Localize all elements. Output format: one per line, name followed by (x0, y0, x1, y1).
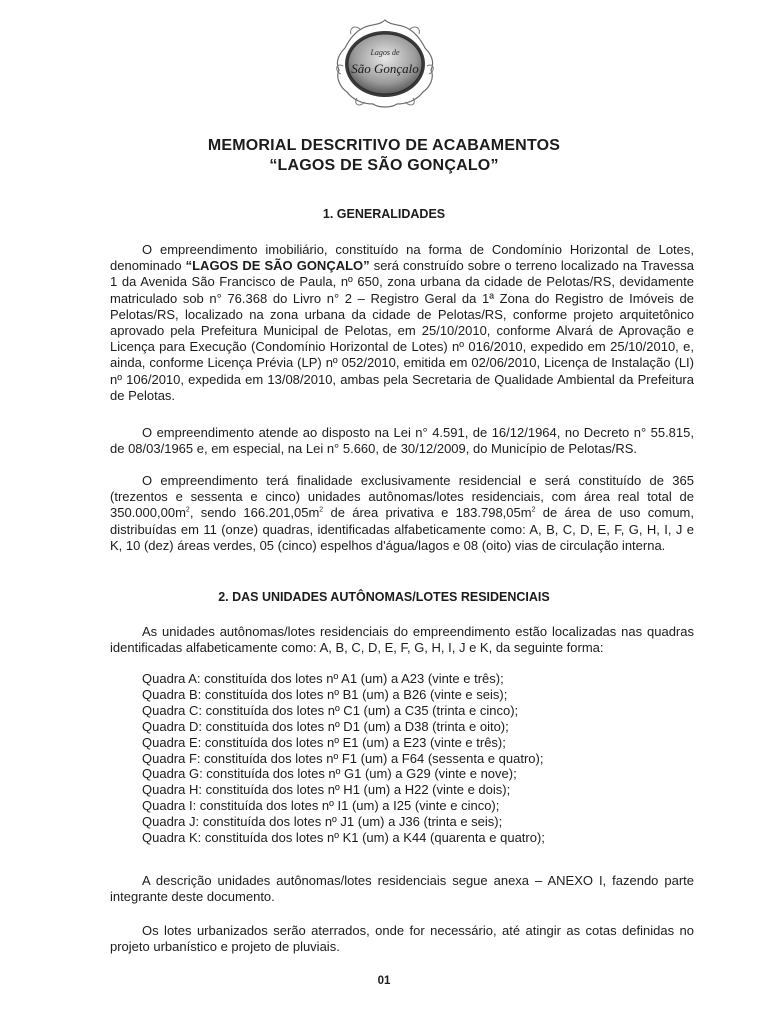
s2-p2-text: A descrição unidades autônomas/lotes residenciais segue anexa – ANEXO I, fazendo parte integrante deste documento. (110, 873, 694, 905)
p1-text-b: será construído sobre o terreno localizado na Travessa 1 da Avenida São Francisco de Paula, nº 650, zona urbana da cidade de Pelotas/RS, devidamente matriculado sob n° 76.368 do Livro n° 2 – Registro Geral da 1ª Zona do Registro de Imóveis de Pelotas/RS, localizado na zona urbana da cidade de Pelotas/RS, conforme projeto arquitetônico aprovado pela Prefeitura Municipal de Pelotas, em 25/10/2010, conforme Alvará de Aprovação e Licença para Execução (Condomínio Horizontal de Lotes) nº 016/2010, expedido em 25/10/2010, e, ainda, conforme Licença Prévia (LP) nº 052/2010, emitida em 02/06/2010, Licença de Instalação (LI) nº 106/2010, expedida em 13/08/2010, ambas pela Secretaria de Qualidade Ambiental da Prefeitura de Pelotas. (110, 258, 694, 403)
section-2-paragraph-3 (110, 923, 694, 955)
list-item: Quadra D: constituída dos lotes nº D1 (um) a D38 (trinta e oito); (142, 718, 509, 734)
list-item: Quadra F: constituída dos lotes nº F1 (um) a F64 (sessenta e quatro); (142, 750, 544, 766)
section-1-paragraph-3 (110, 473, 694, 554)
section-2-heading: 2. DAS UNIDADES AUTÔNOMAS/LOTES RESIDENCIAIS (218, 590, 550, 604)
section-2-paragraph-1 (110, 624, 694, 656)
p3-sup-1: 2 (185, 507, 190, 515)
section-1-paragraph-2 (110, 425, 694, 457)
list-item: Quadra E: constituída dos lotes nº E1 (um) a E23 (vinte e três); (142, 734, 506, 750)
p3-sup-3: 2 (531, 507, 536, 515)
s2-p1-text: As unidades autônomas/lotes residenciais do empreendimento estão localizadas nas quadras identificadas alfabeticamente como: A, B, C, D, E, F, G, H, I, J e K, da seguinte forma: (110, 624, 694, 656)
list-item: Quadra C: constituída dos lotes nº C1 (um) a C35 (trinta e cinco); (142, 702, 519, 718)
section-1-paragraph-1 (110, 242, 694, 404)
p2-text: O empreendimento atende ao disposto na Lei n° 4.591, de 16/12/1964, no Decreto n° 55.815, de 08/03/1965 e, em especial, na Lei n° 5.660, de 30/12/2009, do Município de Pelotas/RS. (110, 425, 694, 457)
s2-p3-text: Os lotes urbanizados serão aterrados, onde for necessário, até atingir as cotas definidas no projeto urbanístico e projeto de pluviais. (110, 923, 694, 955)
document-title-line1: MEMORIAL DESCRITIVO DE ACABAMENTOS (207, 137, 561, 154)
list-item: Quadra B: constituída dos lotes nº B1 (um) a B26 (vinte e seis); (142, 686, 508, 702)
p3-text-c: de área privativa e 183.798,05m (323, 505, 532, 521)
list-item: Quadra G: constituída dos lotes nº G1 (um) a G29 (vinte e nove); (142, 766, 517, 782)
logo-line1: Lagos de (370, 48, 400, 57)
section-2-paragraph-2 (110, 873, 694, 905)
list-item: Quadra H: constituída dos lotes nº H1 (um) a H22 (vinte e dois); (142, 782, 511, 798)
quadras-list (142, 671, 545, 846)
p3-text-a: O empreendimento terá finalidade exclusivamente residencial e será constituído de 365 (trezentos e sessenta e cinco) unidades autônomas/lotes residenciais, com área real total de 350.000,00m (110, 473, 694, 521)
section-1-heading: 1. GENERALIDADES (322, 207, 446, 221)
list-item: Quadra K: constituída dos lotes nº K1 (um) a K44 (quarenta e quatro); (142, 830, 545, 846)
p3-sup-2: 2 (319, 507, 324, 515)
p3-text-b: , sendo 166.201,05m (189, 505, 320, 521)
lagos-de-sao-goncalo-logo (331, 18, 439, 110)
list-item: Quadra A: constituída dos lotes nº A1 (um) a A23 (vinte e três); (142, 671, 504, 686)
document-title-line2: “LAGOS DE SÃO GONÇALO” (269, 157, 499, 174)
page-number: 01 (377, 975, 391, 987)
list-item: Quadra I: constituída dos lotes nº I1 (um) a I25 (vinte e cinco); (142, 798, 500, 814)
list-item: Quadra J: constituída dos lotes nº J1 (um) a J36 (trinta e seis); (142, 814, 503, 830)
p3-text-d: de área de uso comum, distribuídas em 11 (onze) quadras, identificadas alfabeticamente como: A, B, C, D, E, F, G, H, I, J e K, 10 (dez) áreas verdes, 05 (cinco) espelhos d'água/lagos e 08 (oito) vias de circulação interna. (110, 505, 694, 553)
logo-line2: São Gonçalo (351, 61, 419, 76)
p1-bold-name: “LAGOS DE SÃO GONÇALO” (185, 258, 370, 274)
p1-text-a: O empreendimento imobiliário, constituído na forma de Condomínio Horizontal de Lotes, denominado (110, 242, 694, 274)
